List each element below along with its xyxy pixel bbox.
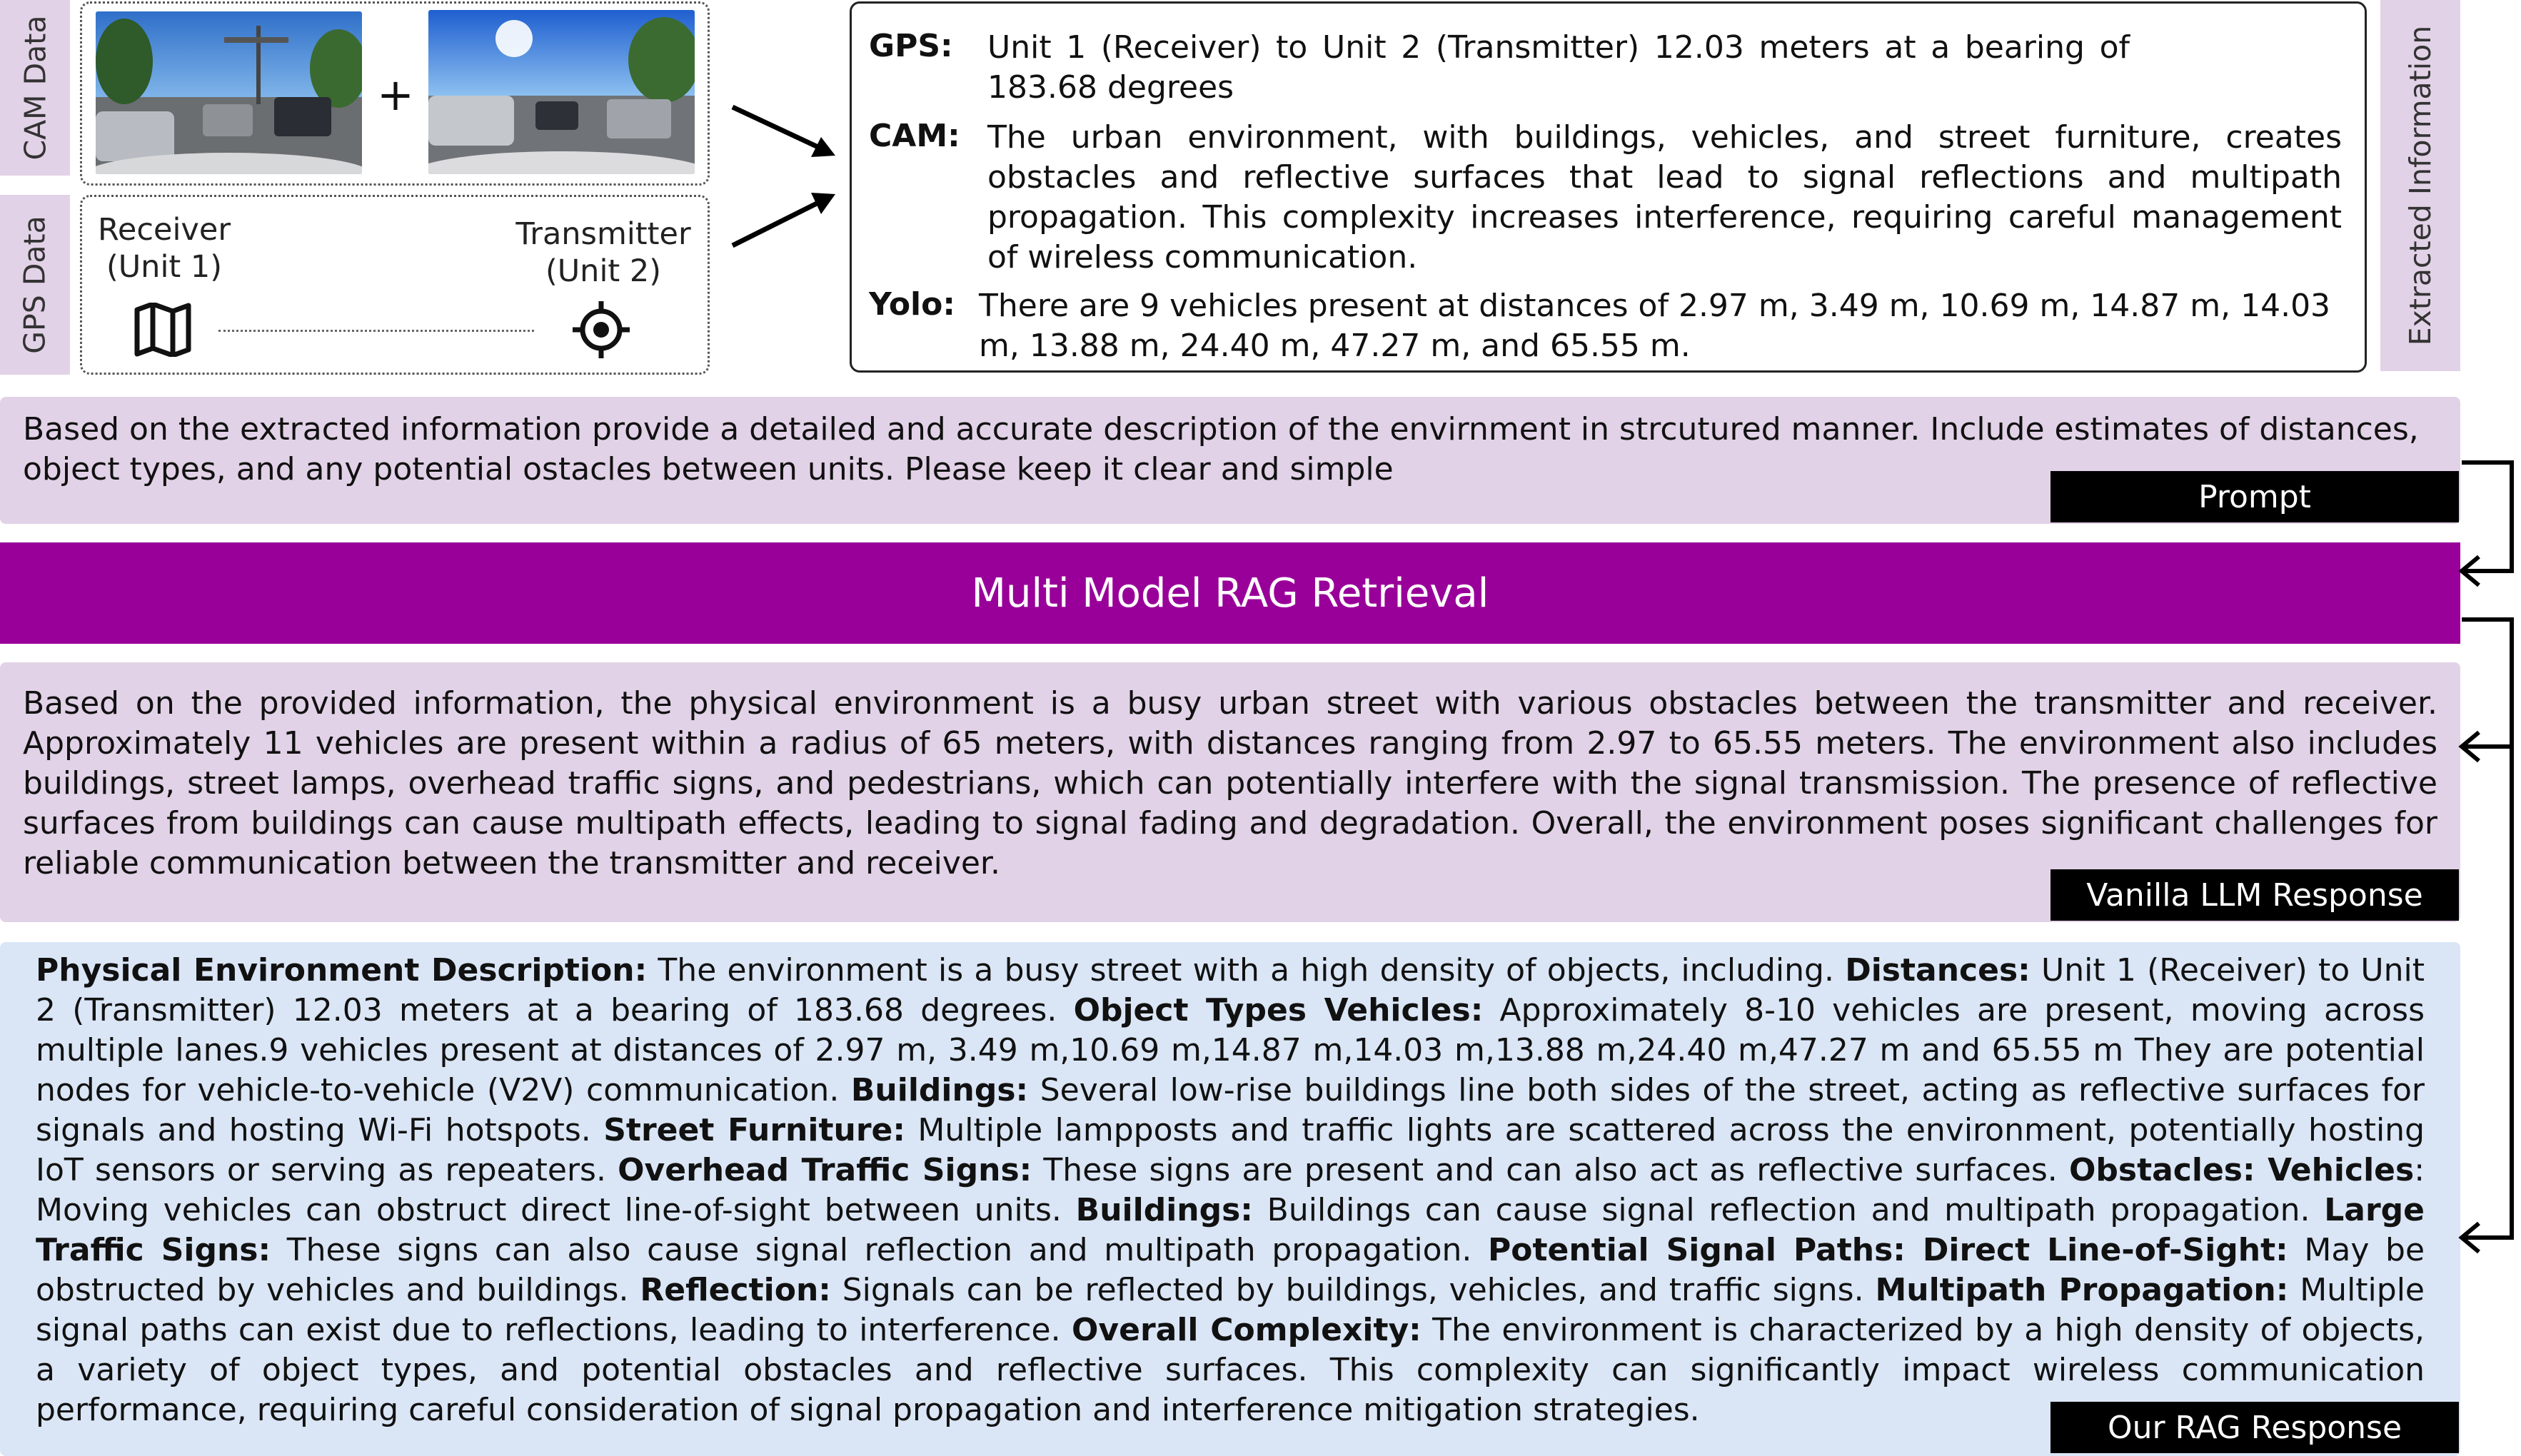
vanilla-response-tag: Vanilla LLM Response xyxy=(2050,869,2459,921)
rag-response-body: The environment is a busy street with a high density of objects, including. xyxy=(647,952,1846,989)
flow-arrows xyxy=(721,93,842,257)
rag-response-heading: Object Types Vehicles: xyxy=(1073,992,1484,1028)
receiver-label xyxy=(86,211,243,285)
extracted-info-box xyxy=(850,1,2367,373)
extracted-info-label: Extracted Information xyxy=(2403,25,2437,346)
yolo-key: Yolo: xyxy=(869,286,955,323)
rag-response-heading: Obstacles: Vehicles xyxy=(2068,1152,2415,1188)
rag-response-body: Multiple signal paths can exist due to reflections, leading to interference. xyxy=(36,1272,2425,1348)
extracted-info-tab xyxy=(2380,0,2460,371)
rag-response-heading: Street Furniture: xyxy=(603,1112,905,1148)
rag-response-text xyxy=(36,952,2425,1428)
camera-image-1 xyxy=(96,11,362,174)
rag-response-heading: Distances: xyxy=(1845,952,2031,989)
rag-response-body: These signs can also cause signal reflection and multipath propagation. xyxy=(271,1232,1489,1268)
camera-image-2 xyxy=(428,10,695,174)
rag-response-body: Unit 1 (Receiver) to Unit 2 (Transmitter) 12.03 meters at a bearing of 183.68 degrees. xyxy=(36,952,2425,1028)
prompt-tag: Prompt xyxy=(2050,471,2459,522)
cam-data-tab xyxy=(0,0,70,176)
arrow-gps-to-info xyxy=(733,201,821,246)
rag-response-body: May be obstructed by vehicles and buildings. xyxy=(36,1232,2425,1308)
receiver-label-line2: (Unit 1) xyxy=(106,249,223,285)
rag-response-body: These signs are present and can also act as reflective surfaces. xyxy=(1032,1152,2069,1188)
transmitter-label xyxy=(507,216,700,290)
rag-response-body: Approximately 8-10 vehicles are present, moving across multiple lanes.9 vehicles present at distances of 2.97 m, 3.49 m,10.69 m,14.87 m,14.03 m,13.88 m,24.40 m,47.27 m and 65.55 m They are potential nodes for vehicle-to-vehicle (V2V) communication. xyxy=(36,992,2425,1108)
transmitter-label-line1: Transmitter xyxy=(515,216,691,252)
rag-response-body: : Moving vehicles can obstruct direct line-of-sight between units. xyxy=(36,1152,2425,1228)
rag-response-body: Buildings can cause signal reflection and multipath propagation. xyxy=(1252,1192,2325,1228)
rag-retrieval-bar xyxy=(0,542,2460,644)
transmitter-label-line2: (Unit 2) xyxy=(545,253,662,289)
gps-data-tab xyxy=(0,195,70,375)
rag-response-heading: Potential Signal Paths: Direct Line-of-Sight: xyxy=(1488,1232,2288,1268)
rag-response-body: The environment is characterized by a high density of objects, a variety of object types, and potential obstacles and reflective surfaces. This complexity can significantly impact wireless communication performance, requiring careful consideration of signal propagation and interference mitigation strategies. xyxy=(36,1312,2425,1428)
rag-response-heading: Overhead Traffic Signs: xyxy=(618,1152,1032,1188)
rag-response-body: Multiple lampposts and traffic lights are scattered across the environment, potentially hosting IoT sensors or serving as repeaters. xyxy=(36,1112,2425,1188)
gps-data-label: GPS Data xyxy=(18,216,53,354)
cam-value: The urban environment, with buildings, vehicles, and street furniture, creates obstacles and reflective surfaces that lead to signal reflections and multipath propagation. This complexity increases interference, requiring careful management of wireless communication. xyxy=(987,119,2342,275)
prompt-to-rag-connector xyxy=(2462,462,2512,571)
rag-response-heading: Large Traffic Signs: xyxy=(36,1192,2425,1268)
rag-response-heading: Multipath Propagation: xyxy=(1875,1272,2289,1308)
target-icon xyxy=(571,300,631,360)
yolo-value: There are 9 vehicles present at distances of 2.97 m, 3.49 m, 10.69 m, 14.87 m, 14.03 m, 13.88 m, 24.40 m, 47.27 m, and 65.55 m. xyxy=(979,288,2331,364)
gps-value: Unit 1 (Receiver) to Unit 2 (Transmitter) 12.03 meters at a bearing of 183.68 degrees xyxy=(987,29,2130,106)
cam-data-label: CAM Data xyxy=(18,15,53,161)
rag-response-tag: Our RAG Response xyxy=(2050,1402,2459,1453)
rag-response-heading: Overall Complexity: xyxy=(1072,1312,1421,1348)
rag-response-panel xyxy=(0,942,2460,1456)
rag-retrieval-title: Multi Model RAG Retrieval xyxy=(971,570,1489,617)
rag-response-heading: Buildings: xyxy=(850,1072,1029,1108)
connector-arrows xyxy=(2449,457,2521,1256)
map-icon xyxy=(134,303,191,357)
rag-response-heading: Physical Environment Description: xyxy=(36,952,648,989)
gps-key: GPS: xyxy=(869,28,953,64)
prompt-text: Based on the extracted information provide a detailed and accurate description of the envirnment in strcutured manner. Include estimates of distances, object types, and any potential ostacles between units. Please keep it clear and simple xyxy=(23,411,2419,487)
vanilla-response-text: Based on the provided information, the physical environment is a busy urban street with various obstacles between the transmitter and receiver. Approximately 11 vehicles are present within a radius of 65 meters, with distances ranging from 2.97 to 65.55 meters. The environment also includes buildings, street lamps, overhead traffic signs, and pedestrians, which can potentially interfere with the signal transmission. The presence of reflective surfaces from buildings can cause multipath effects, leading to signal fading and degradation. Overall, the environment poses significant challenges for reliable communication between the transmitter and receiver. xyxy=(23,685,2437,881)
rag-response-heading: Reflection: xyxy=(640,1272,831,1308)
rag-response-body: Signals can be reflected by buildings, vehicles, and traffic signs. xyxy=(830,1272,1876,1308)
cam-key: CAM: xyxy=(869,118,960,154)
receiver-label-line1: Receiver xyxy=(97,212,231,248)
dotted-link xyxy=(218,330,534,332)
plus-sign: + xyxy=(377,69,414,121)
rag-to-responses-connector xyxy=(2462,620,2512,1238)
arrow-cam-to-info xyxy=(733,107,821,148)
rag-response-body: Several low-rise buildings line both sides of the street, acting as reflective surfaces for signals and hosting Wi-Fi hotspots. xyxy=(36,1072,2425,1148)
rag-response-heading: Buildings: xyxy=(1075,1192,1253,1228)
